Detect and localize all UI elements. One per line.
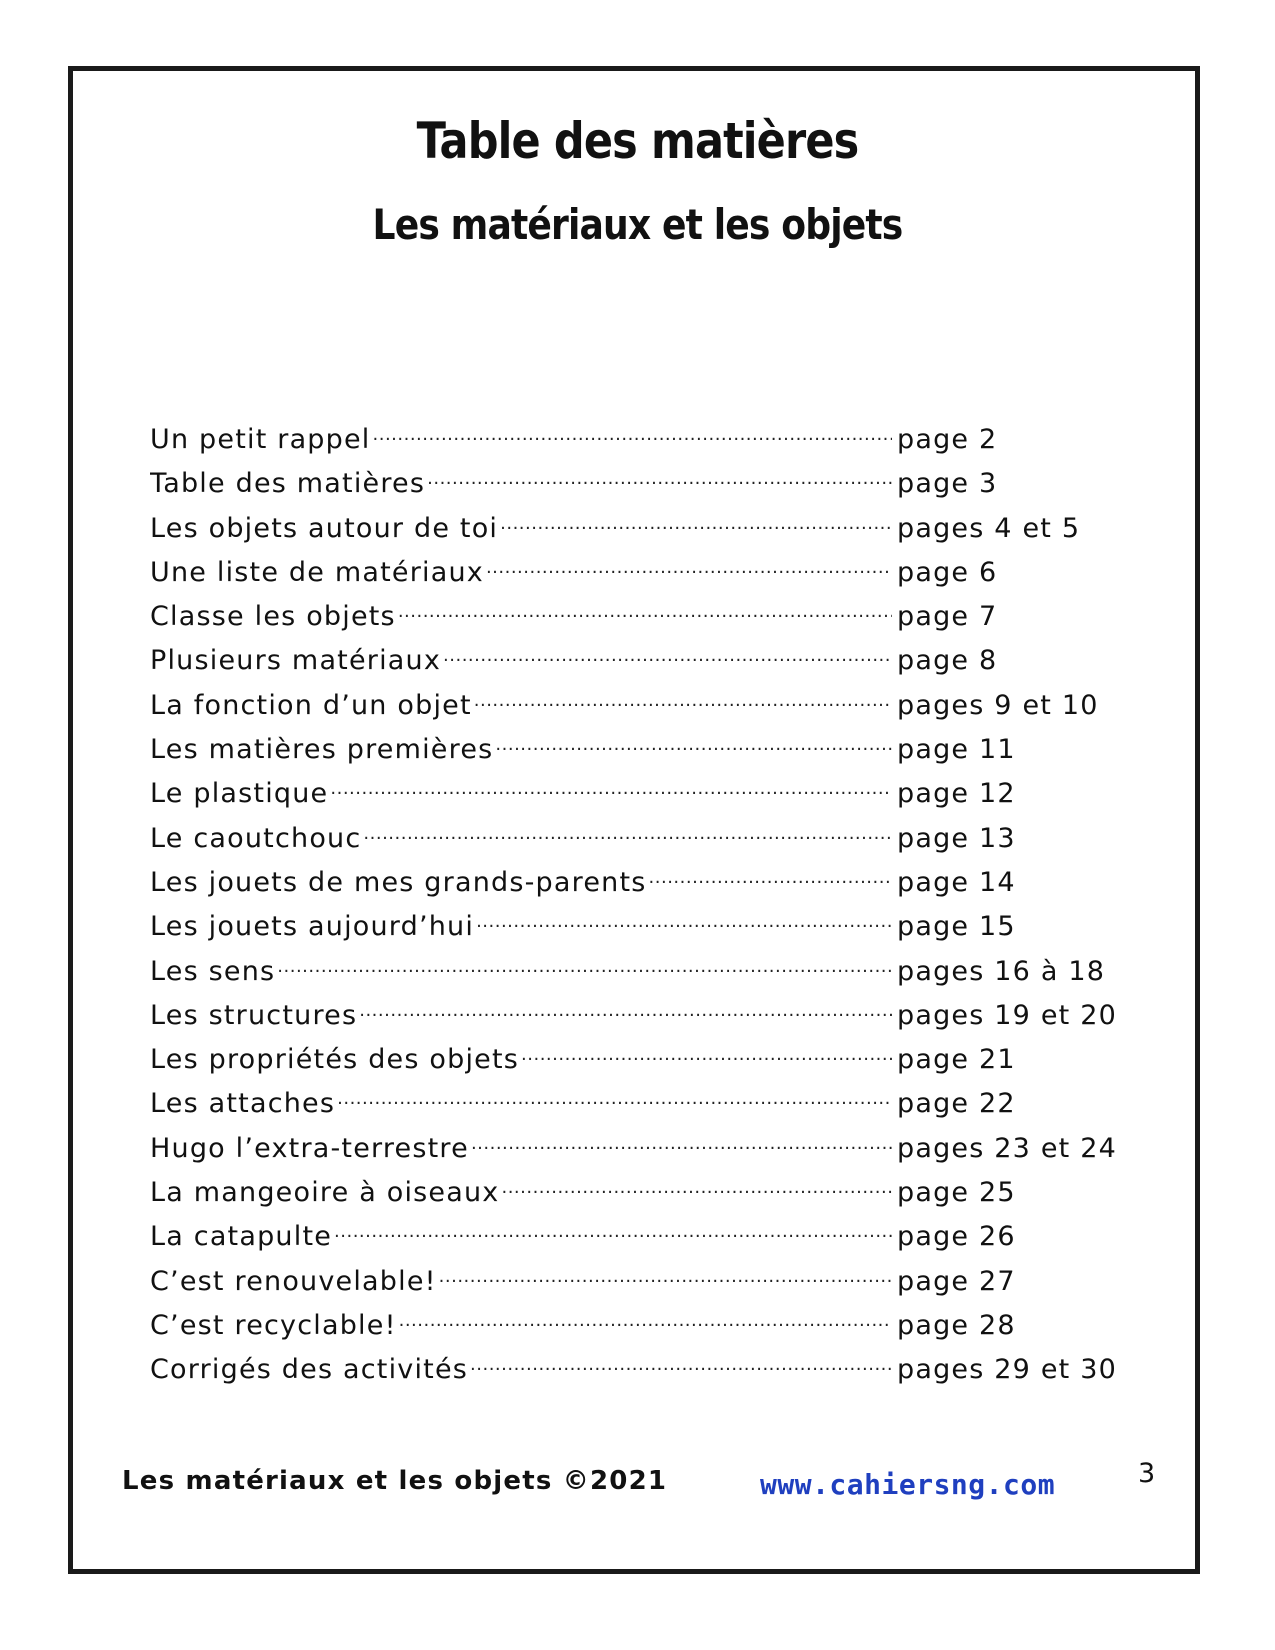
toc-entry-page: page 15 bbox=[897, 911, 1016, 943]
toc-entry bbox=[150, 1310, 1130, 1354]
toc-entry bbox=[150, 468, 1130, 512]
toc-entry-dot-leader bbox=[334, 1221, 892, 1252]
toc-entry-label: C’est recyclable! bbox=[150, 1309, 397, 1341]
toc-entry-dot-leader bbox=[476, 911, 892, 942]
toc-entry-leader-box bbox=[150, 690, 892, 721]
toc-entry-page: page 28 bbox=[897, 1309, 1016, 1341]
toc-entry-leader-box bbox=[150, 1000, 892, 1031]
toc-entry-label: Les propriétés des objets bbox=[150, 1044, 520, 1076]
toc-entry-dot-leader bbox=[330, 778, 892, 809]
toc-entry-leader-box bbox=[150, 1177, 892, 1208]
toc-entry-dot-leader bbox=[500, 513, 892, 544]
footer-website-link[interactable]: www.cahiersng.com bbox=[760, 1468, 1056, 1501]
toc-entry-label: Les attaches bbox=[150, 1088, 336, 1120]
toc-entry-dot-leader bbox=[521, 1044, 892, 1075]
toc-entry-leader-box bbox=[150, 1310, 892, 1341]
toc-entry bbox=[150, 1177, 1130, 1221]
page-subtitle: Les matériaux et les objets bbox=[372, 200, 903, 249]
toc-entry-label: La fonction d’un objet bbox=[150, 689, 472, 721]
toc-entry-label: Corrigés des activités bbox=[150, 1354, 469, 1386]
toc-entry-label: Les objets autour de toi bbox=[150, 512, 499, 544]
toc-entry bbox=[150, 778, 1130, 822]
toc-entry-leader-box bbox=[150, 1044, 892, 1075]
toc-entry-page: page 21 bbox=[897, 1044, 1016, 1076]
toc-entry-label: C’est renouvelable! bbox=[150, 1265, 437, 1297]
toc-entry-dot-leader bbox=[399, 1310, 892, 1341]
toc-entry-leader-box bbox=[150, 1266, 892, 1297]
toc-entry-page: page 13 bbox=[897, 822, 1016, 854]
toc-entry bbox=[150, 1266, 1130, 1310]
footer-copyright: Les matériaux et les objets ©2021 bbox=[122, 1466, 668, 1496]
toc-entry-leader-box bbox=[150, 956, 892, 987]
toc-entry bbox=[150, 1088, 1130, 1132]
toc-entry-dot-leader bbox=[470, 1354, 892, 1385]
page-title: Table des matières bbox=[416, 112, 859, 170]
toc-entry-page: page 26 bbox=[897, 1221, 1016, 1253]
toc-entry-dot-leader bbox=[474, 690, 892, 721]
toc-entry bbox=[150, 1000, 1130, 1044]
toc-entry-leader-box bbox=[150, 601, 892, 632]
toc-entry-label: Plusieurs matériaux bbox=[150, 645, 442, 677]
toc-entry-page: pages 16 à 18 bbox=[897, 955, 1106, 987]
toc-entry-dot-leader bbox=[443, 645, 892, 676]
toc-entry-page: pages 9 et 10 bbox=[897, 689, 1099, 721]
toc-entry bbox=[150, 557, 1130, 601]
toc-entry-leader-box bbox=[150, 911, 892, 942]
toc-entry-dot-leader bbox=[363, 823, 892, 854]
toc-entry-label: Les matières premières bbox=[150, 734, 494, 766]
toc-entry-leader-box bbox=[150, 867, 892, 898]
toc-entry-leader-box bbox=[150, 734, 892, 765]
toc-entry-page: pages 29 et 30 bbox=[897, 1354, 1117, 1386]
toc-entry-label: Le caoutchouc bbox=[150, 822, 362, 854]
toc-entry-dot-leader bbox=[398, 601, 892, 632]
toc-entry-page: page 27 bbox=[897, 1265, 1016, 1297]
toc-entry-leader-box bbox=[150, 778, 892, 809]
toc-entry-dot-leader bbox=[373, 424, 893, 455]
toc-entry bbox=[150, 601, 1130, 645]
toc-entry-page: pages 23 et 24 bbox=[897, 1132, 1117, 1164]
toc-entry-page: page 6 bbox=[897, 556, 998, 588]
toc-entry-page: page 2 bbox=[897, 424, 998, 455]
toc-entry-dot-leader bbox=[649, 867, 892, 898]
toc-entry bbox=[150, 1221, 1130, 1265]
toc-entry-page: page 3 bbox=[897, 468, 998, 500]
toc-entry-label: Table des matières bbox=[150, 468, 426, 500]
toc-entry bbox=[150, 690, 1130, 734]
toc-entry-page: pages 19 et 20 bbox=[897, 999, 1117, 1031]
toc-entry-page: page 25 bbox=[897, 1177, 1016, 1209]
toc-entry-label: Les jouets de mes grands-parents bbox=[150, 866, 647, 898]
toc-entry-page: page 12 bbox=[897, 778, 1016, 810]
toc-entry-dot-leader bbox=[359, 1000, 892, 1031]
toc-entry-page: page 22 bbox=[897, 1088, 1016, 1120]
toc-entry-leader-box bbox=[150, 823, 892, 854]
toc-entry-dot-leader bbox=[471, 1133, 892, 1164]
toc-entry-leader-box bbox=[150, 1133, 892, 1164]
table-of-contents bbox=[150, 424, 1130, 1399]
toc-entry bbox=[150, 513, 1130, 557]
toc-entry-dot-leader bbox=[495, 734, 892, 765]
toc-entry-dot-leader bbox=[277, 956, 892, 987]
toc-entry-label: Hugo l’extra-terrestre bbox=[150, 1132, 469, 1164]
toc-entry-label: Une liste de matériaux bbox=[150, 556, 484, 588]
toc-entry-page: page 7 bbox=[897, 601, 998, 633]
toc-entry bbox=[150, 734, 1130, 778]
toc-entry-leader-box bbox=[150, 424, 892, 455]
toc-entry bbox=[150, 645, 1130, 689]
toc-entry-leader-box bbox=[150, 1354, 892, 1385]
toc-entry bbox=[150, 1354, 1130, 1398]
toc-entry-page: page 14 bbox=[897, 866, 1016, 898]
page-number: 3 bbox=[1138, 1458, 1156, 1489]
toc-entry-dot-leader bbox=[486, 557, 892, 588]
toc-entry-label: Les sens bbox=[150, 955, 276, 987]
toc-entry-page: page 8 bbox=[897, 645, 998, 677]
toc-entry bbox=[150, 1133, 1130, 1177]
toc-entry-dot-leader bbox=[501, 1177, 892, 1208]
toc-entry-leader-box bbox=[150, 1088, 892, 1119]
toc-entry-label: Les jouets aujourd’hui bbox=[150, 911, 475, 943]
toc-entry-leader-box bbox=[150, 557, 892, 588]
toc-entry bbox=[150, 956, 1130, 1000]
toc-entry-label: La catapulte bbox=[150, 1221, 333, 1253]
toc-entry-leader-box bbox=[150, 513, 892, 544]
toc-entry-label: Un petit rappel bbox=[150, 424, 371, 455]
toc-entry-dot-leader bbox=[439, 1266, 892, 1297]
toc-entry-leader-box bbox=[150, 645, 892, 676]
toc-entry-label: La mangeoire à oiseaux bbox=[150, 1177, 500, 1209]
toc-entry-leader-box bbox=[150, 1221, 892, 1252]
toc-entry-page: page 11 bbox=[897, 734, 1016, 766]
toc-entry bbox=[150, 911, 1130, 955]
toc-entry bbox=[150, 867, 1130, 911]
toc-entry bbox=[150, 424, 1130, 468]
toc-entry-label: Classe les objets bbox=[150, 601, 396, 633]
toc-entry bbox=[150, 823, 1130, 867]
toc-entry-label: Le plastique bbox=[150, 778, 329, 810]
toc-entry-dot-leader bbox=[427, 468, 892, 499]
toc-entry-page: pages 4 et 5 bbox=[897, 512, 1081, 544]
toc-entry-label: Les structures bbox=[150, 999, 358, 1031]
toc-entry bbox=[150, 1044, 1130, 1088]
toc-entry-leader-box bbox=[150, 468, 892, 499]
toc-entry-dot-leader bbox=[337, 1088, 892, 1119]
